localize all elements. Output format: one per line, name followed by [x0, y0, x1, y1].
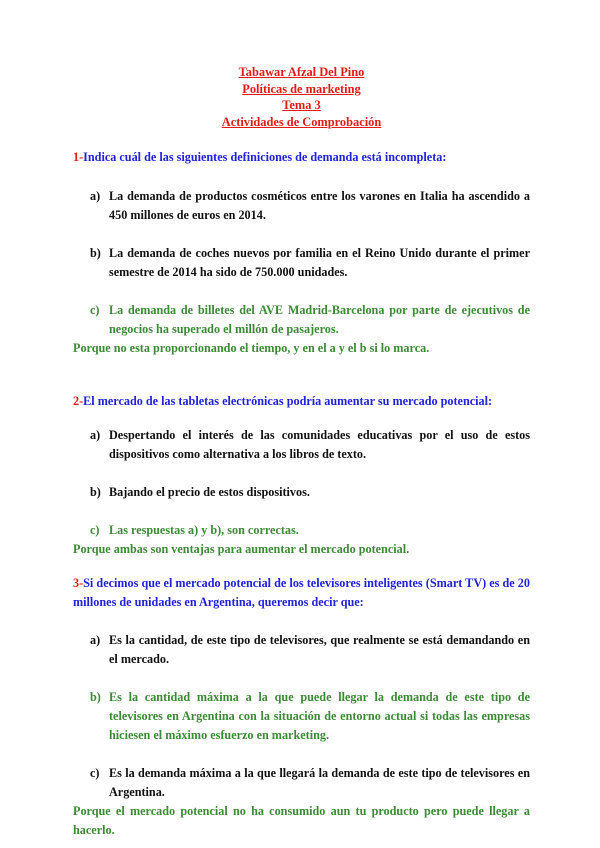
option-marker: c) — [90, 523, 100, 537]
answer-explanation: Porque ambas son ventajas para aumentar el mercado potencial. — [73, 542, 410, 556]
option-marker: b) — [90, 246, 101, 260]
question-number: 3- — [73, 576, 84, 590]
question-1-prompt — [73, 148, 530, 167]
option-text: Las respuestas a) y b), son correctas. — [109, 523, 299, 537]
subject-title: Políticas de marketing — [242, 81, 361, 96]
option-b-correct — [73, 688, 530, 745]
option-text: Bajando el precio de estos dispositivos. — [109, 485, 310, 499]
option-c — [73, 764, 530, 802]
question-text: Indica cuál de las siguientes definiciones de demanda está incompleta: — [83, 150, 447, 164]
topic-title: Tema 3 — [282, 98, 321, 112]
option-text: Es la demanda máxima a la que llegará la demanda de este tipo de televisores en Argentina. — [109, 766, 530, 799]
question-3 — [73, 574, 530, 840]
question-2 — [73, 392, 530, 559]
option-marker: c) — [90, 303, 100, 317]
question-number: 1- — [73, 150, 84, 164]
question-2-prompt — [73, 392, 530, 411]
question-number: 2- — [73, 394, 84, 408]
activity-title: Actividades de Comprobación — [221, 114, 382, 129]
option-a — [73, 187, 530, 225]
option-a — [73, 426, 530, 464]
option-c-correct — [73, 301, 530, 339]
option-text: La demanda de productos cosméticos entre los varones en Italia ha ascendido a 450 millones de euros en 2014. — [109, 189, 530, 222]
option-marker: a) — [90, 633, 101, 647]
question-3-prompt — [73, 574, 530, 612]
author-name: Tabawar Afzal Del Pino — [238, 65, 365, 79]
question-1 — [73, 148, 530, 358]
option-text: Despertando el interés de las comunidades educativas por el uso de estos dispositivos como alternativa a los libros de texto. — [109, 428, 530, 461]
option-c-correct — [73, 521, 530, 540]
option-marker: a) — [90, 428, 101, 442]
document-header — [73, 64, 530, 130]
option-text: La demanda de billetes del AVE Madrid-Barcelona por parte de ejecutivos de negocios ha superado el millón de pasajeros. — [109, 303, 530, 336]
answer-explanation: Porque no esta proporcionando el tiempo, y en el a y el b si lo marca. — [73, 341, 430, 355]
answer-explanation: Porque el mercado potencial no ha consumido aun tu producto pero puede llegar a hacerlo. — [73, 804, 530, 837]
option-b — [73, 483, 530, 502]
option-marker: b) — [90, 690, 101, 704]
option-marker: c) — [90, 766, 100, 780]
option-marker: a) — [90, 189, 101, 203]
option-text: Es la cantidad, de este tipo de televisores, que realmente se está demandando en el mercado. — [109, 633, 530, 666]
option-marker: b) — [90, 485, 101, 499]
option-text: La demanda de coches nuevos por familia en el Reino Unido durante el primer semestre de 2014 ha sido de 750.000 unidades. — [109, 246, 530, 279]
question-text: Si decimos que el mercado potencial de los televisores inteligentes (Smart TV) es de 20 millones de unidades en Argentina, queremos decir que: — [73, 576, 530, 609]
option-a — [73, 631, 530, 669]
option-text: Es la cantidad máxima a la que puede llegar la demanda de este tipo de televisores en Argentina con la situación de entorno actual si todas las empresas hiciesen el máximo esfuerzo en marketing. — [109, 690, 530, 742]
option-b — [73, 244, 530, 282]
question-text: El mercado de las tabletas electrónicas podría aumentar su mercado potencial: — [83, 394, 493, 408]
